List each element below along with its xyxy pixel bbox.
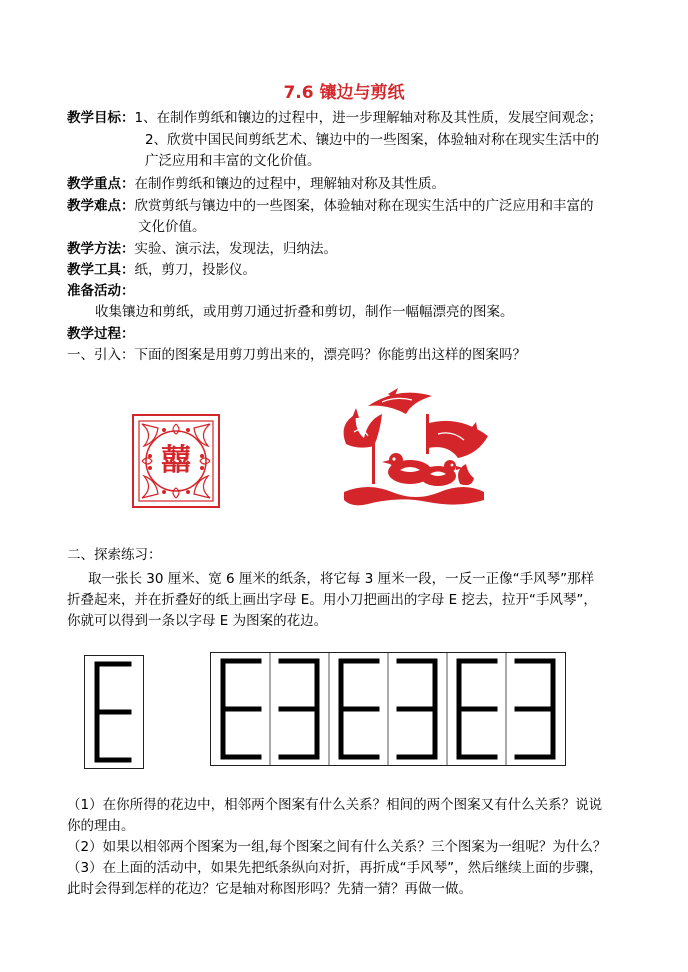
prep-label: 准备活动：: [67, 283, 135, 299]
objective-2b: 广泛应用和丰富的文化价值。: [145, 153, 321, 169]
question-1b: 你的理由。: [67, 818, 135, 834]
question-3a: （3）在上面的活动中，如果先把纸条纵向对折，再折成“手风琴”，然后继续上面的步骤，: [67, 860, 603, 876]
difficult-text-b: 文化价值。: [138, 219, 206, 235]
tools-label: 教学工具：: [67, 262, 135, 278]
difficult-text-a: 欣赏剪纸与镶边中的一些图案，体验轴对称在现实生活中的广泛应用和丰富的: [134, 198, 594, 214]
double-happiness-glyph: 囍: [161, 443, 191, 478]
intro-text: 一、引入：下面的图案是用剪刀剪出来的，漂亮吗？你能剪出这样的图案吗？: [67, 347, 526, 363]
explore-heading: 二、探索练习：: [67, 547, 162, 563]
tools-row: [67, 260, 256, 280]
method-text: 实验、演示法，发现法，归纳法。: [134, 241, 337, 257]
objective-2a: 2、欣赏中国民间剪纸艺术、镶边中的一些图案，体验轴对称在现实生活中的: [145, 132, 600, 148]
method-label: 教学方法：: [67, 241, 135, 257]
difficult-label: 教学难点：: [67, 198, 135, 214]
tools-text: 纸，剪刀，投影仪。: [134, 262, 256, 278]
page-title: 7.6 镶边与剪纸: [283, 83, 405, 103]
lotus-ducks-papercut: [328, 384, 494, 514]
question-1a: （1）在你所得的花边中，相邻两个图案有什么关系？相间的两个图案又有什么关系？说说: [67, 797, 603, 813]
prep-text: 收集镶边和剪纸，或用剪刀通过折叠和剪切，制作一幅幅漂亮的图案。: [95, 304, 514, 320]
explore-p2: 折叠起来，并在折叠好的纸上画出字母 E。用小刀把画出的字母 E 挖去，拉开“手风琴”，: [67, 592, 597, 608]
objectives-row: [67, 108, 602, 128]
e-border-strip: [210, 652, 566, 766]
objectives-label: 教学目标：: [67, 110, 135, 126]
explore-p3: 你就可以得到一条以字母 E 为图案的花边。: [67, 613, 328, 629]
explore-p1: 取一张长 30 厘米、宽 6 厘米的纸条，将它每 3 厘米一段，一反一正像“手风琴”那样: [88, 571, 595, 587]
difficult-row: [67, 196, 594, 216]
key-label: 教学重点：: [67, 176, 135, 192]
double-happiness-papercut: [130, 412, 222, 510]
single-e-panel: [84, 655, 144, 769]
method-row: [67, 239, 337, 259]
question-3b: 此时会得到怎样的花边？它是轴对称图形吗？先猜一猜？再做一做。: [67, 881, 472, 897]
question-2: （2）如果以相邻两个图案为一组,每个图案之间有什么关系？三个图案为一组呢？为什么？: [67, 839, 607, 855]
process-label: 教学过程：: [67, 326, 135, 342]
objective-1: 1、在制作剪纸和镶边的过程中，进一步理解轴对称及其性质，发展空间观念；: [134, 110, 603, 126]
key-text: 在制作剪纸和镶边的过程中，理解轴对称及其性质。: [134, 176, 445, 192]
key-row: [67, 174, 445, 194]
